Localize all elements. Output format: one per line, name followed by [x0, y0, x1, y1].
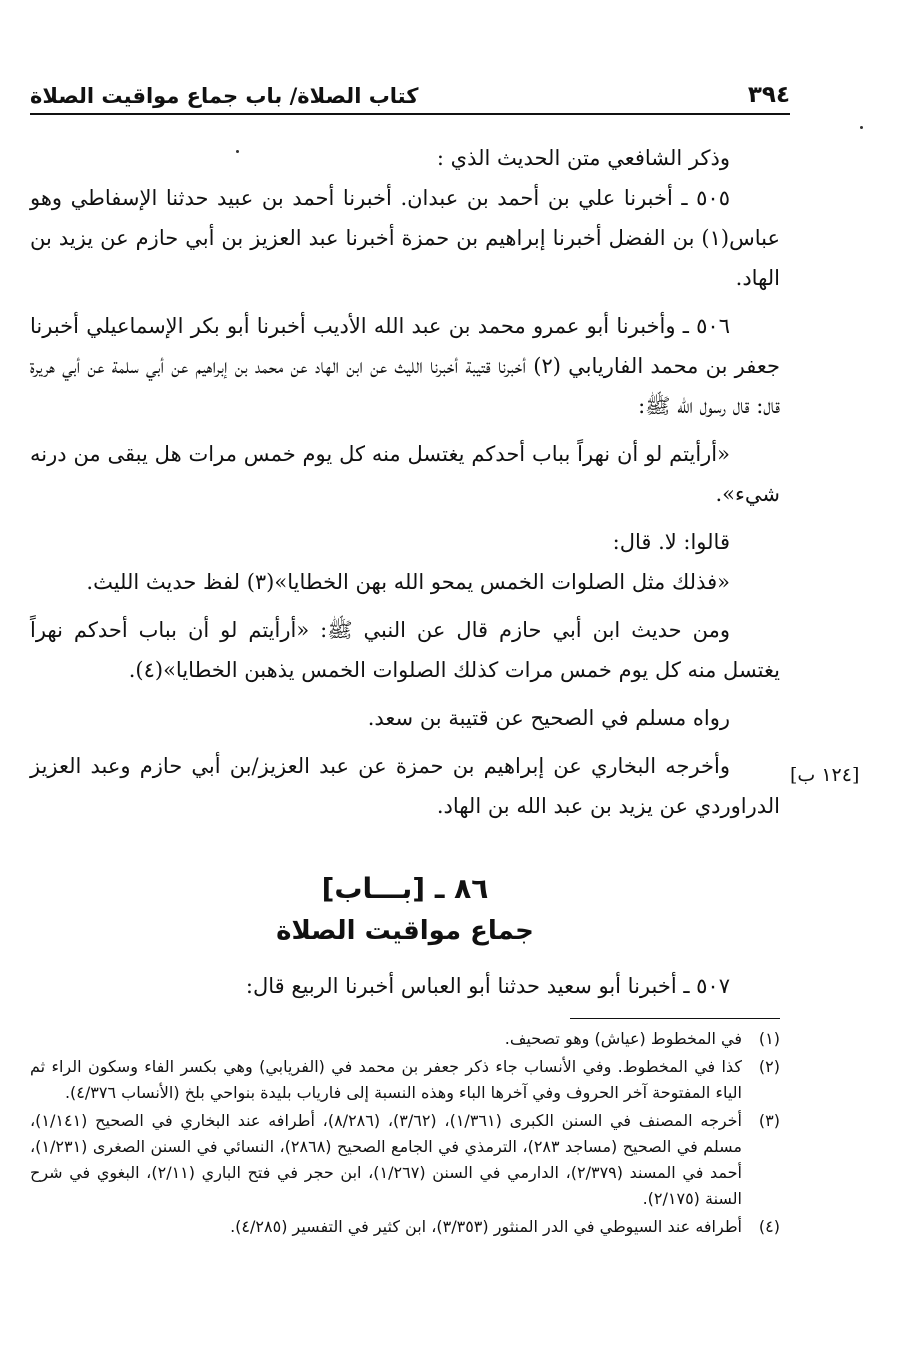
- footnote: [30, 1214, 780, 1240]
- ibn-abi-hazim-narration: ومن حديث ابن أبي حازم قال عن النبي ﷺ: «أرأيتم لو أن بباب أحدكم نهراً يغتسل منه كل يوم خمس مرات كذلك الصلوات الخمس يذهبن الخطايا»(٤).: [30, 618, 780, 682]
- intro-paragraph: وذكر الشافعي متن الحديث الذي :: [436, 146, 730, 170]
- scan-speck: [860, 126, 863, 129]
- page-number: ٣٩٤: [747, 82, 790, 108]
- header-rule: [30, 113, 790, 115]
- footnote-text: أطرافه عند السيوطي في الدر المنثور (٣/٣٥٣)، ابن كثير في التفسير (٤/٢٨٥).: [230, 1217, 742, 1236]
- hadith-505: ٥٠٥ ـ أخبرنا علي بن أحمد بن عبدان. أخبرنا أحمد بن عبيد حدثنا الإسفاطي وهو عباس(١) بن الفضل أخبرنا إبراهيم بن حمزة أخبرنا عبد العزيز بن أبي حازم عن يزيد بن الهاد.: [30, 186, 780, 290]
- footnote-number: (٢): [758, 1057, 780, 1076]
- footnote-text: أخرجه المصنف في السنن الكبرى (١/٣٦١)، (٣/٦٢)، (٨/٢٨٦)، أطرافه عند البخاري في الصحيح (١/١٤١)، مسلم في الصحيح (مساجد ٢٨٣)، الترمذي في الجامع الصحيح (٢٨٦٨)، النسائي في السنن الصغرى (١/٢٣١)، أحمد في المسند (٢/٣٧٩)، الدارمي في السنن (١/٢٦٧)، ابن حجر في فتح الباري (٢/١١)، البغوي في شرح السنة (٢/١٧٥).: [30, 1111, 743, 1208]
- bukhari-attribution: وأخرجه البخاري عن إبراهيم بن حمزة عن عبد العزيز/بن أبي حازم وعبد العزيز الدراوردي عن يزيد بن عبد الله بن الهاد.: [30, 754, 780, 818]
- companions-reply: قالوا: لا. قال:: [612, 530, 730, 554]
- hadith-507: ٥٠٧ ـ أخبرنا أبو سعيد حدثنا أبو العباس أخبرنا الربيع قال:: [245, 974, 730, 998]
- footnote-text: كذا في المخطوط. وفي الأنساب جاء ذكر جعفر بن محمد في (الفريابي) وهي بكسر الفاء وسكون الراء ثم الياء المفتوحة آخر الحروف وفي آخرها الباء وهذه النسبة إلى فارياب بليدة بنواحي بلخ (الأنساب ٤/٣٧٦).: [30, 1057, 742, 1102]
- footnote-rule: [570, 1018, 780, 1019]
- chapter-number: ٨٦ ـ [بـــاب]: [321, 872, 489, 905]
- footnote-number: (٤): [758, 1217, 780, 1236]
- prophet-reply-quote: «فذلك مثل الصلوات الخمس يمحو الله بهن الخطايا»(٣) لفظ حديث الليث.: [86, 570, 730, 594]
- hadith-506: ٥٠٦ ـ وأخبرنا أبو عمرو محمد بن عبد الله الأديب أخبرنا أبو بكر الإسماعيلي أخبرنا جعفر بن محمد الفاريابي (٢) أخبرنا قتيبة أخبرنا الليث عن ابن الهاد عن محمد بن إبراهيم عن أبي سلمة عن أبي هريرة قال: قال رسول الله ﷺ:: [30, 314, 780, 418]
- muslim-attribution: رواه مسلم في الصحيح عن قتيبة بن سعد.: [367, 706, 730, 730]
- footnotes: [30, 1026, 780, 1242]
- manuscript-folio-marker: [١٢٤ ب]: [790, 764, 860, 786]
- chapter-title: جماع مواقيت الصلاة: [276, 916, 534, 946]
- chapter-heading: [30, 868, 780, 952]
- hadith-quote: «أرأيتم لو أن نهراً بباب أحدكم يغتسل منه كل يوم خمس مرات هل يبقى من درنه شيء».: [30, 442, 780, 506]
- footnote: [30, 1054, 780, 1106]
- footnote: [30, 1108, 780, 1212]
- footnote: [30, 1026, 780, 1052]
- footnote-number: (١): [758, 1029, 780, 1048]
- running-header: [30, 72, 790, 108]
- running-title: كتاب الصلاة/ باب جماع مواقيت الصلاة: [30, 84, 419, 108]
- footnote-number: (٣): [758, 1111, 780, 1130]
- main-text: [30, 138, 780, 834]
- footnote-text: في المخطوط (عياش) وهو تصحيف.: [504, 1029, 742, 1048]
